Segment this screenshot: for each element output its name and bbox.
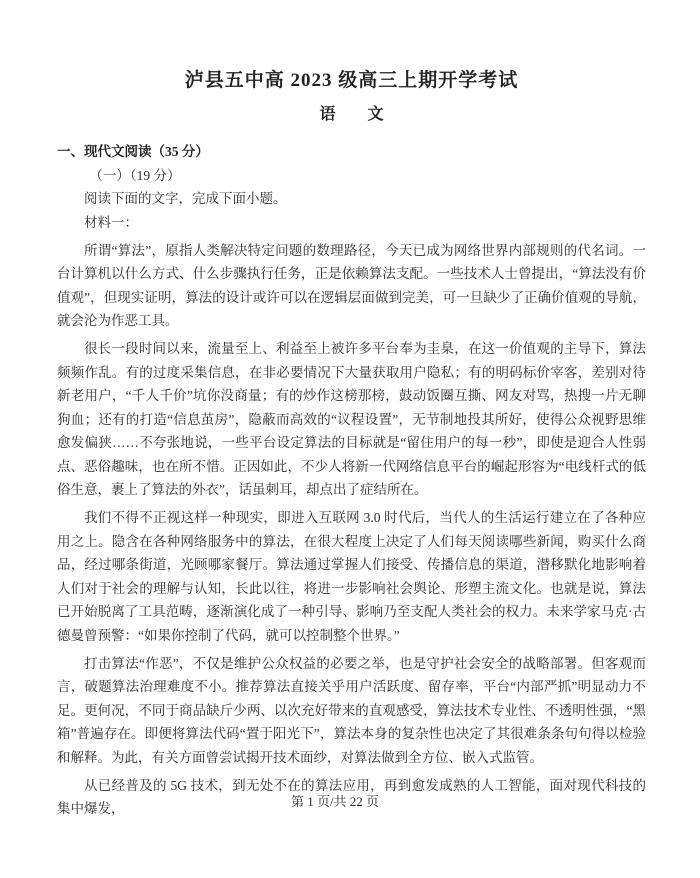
section-heading-modern-reading: 一、现代文阅读（35 分） <box>57 144 209 159</box>
body-paragraph-4: 打击算法“作恶”，不仅是维护公众权益的必要之举，也是守护社会安全的战略部署。但客观而言，破题算法治理难度不小。推荐算法直接关乎用户活跃度、留存率，平台“内部严抓”明显动力不足。更何况，不同于商品缺斤少两、以次充好带来的直观感受，算法技术专业性、不透明性强，“黑箱”普遍存在。即便将算法代码“置于阳光下”，算法本身的复杂性也决定了其很难条条句句得以检验和解释。为此，有关方面曾尝试揭开技术面纱，对算法做到全方位、嵌入式监管。 <box>57 655 646 765</box>
body-paragraph-1: 所谓“算法”，原指人类解决特定问题的数理路径，今天已成为网络世界内部规则的代名词。一台计算机以什么方式、什么步骤执行任务，正是依赖算法支配。一些技术人士曾提出，“算法没有价值观”，但现实证明，算法的设计或许可以在逻辑层面做到完美，可一旦缺少了正确价值观的导航，就会沦为作恶工具。 <box>57 242 646 328</box>
subsection-heading: （一）（19 分） <box>89 167 181 183</box>
page-number-footer: 第 1 页/共 22 页 <box>290 794 380 809</box>
subject-title: 语 文 <box>319 106 384 123</box>
body-paragraph-3: 我们不得不正视这样一种现实，即进入互联网 3.0 时代后，当代人的生活运行建立在了各种应用之上。隐含在各种网络服务中的算法，在很大程度上决定了人们每天阅读哪些新闻，购买什么商品，经过哪条街道，光顾哪家餐厅。算法通过掌握人们接受、传播信息的渠道，潜移默化地影响着人们对于社会的理解与认知，长此以往，将进一步影响社会舆论、形塑主流文化。也就是说，算法已开始脱离了工具范畴，逐渐演化成了一种引导、影响乃至支配人类社会的权力。未来学家马克·古德曼曾预警：“如果你控制了代码，就可以控制整个世界。” <box>57 510 646 643</box>
body-paragraph-2: 很长一段时间以来，流量至上、利益至上被许多平台奉为圭臬，在这一价值观的主导下，算法频频作乱。有的过度采集信息，在非必要情况下大量获取用户隐私；有的明码标价宰客，差别对待新老用户，“千人千价”坑你没商量；有的炒作这榜那榜，鼓动饭圈互撕、网友对骂，热搜一片无聊狗血；还有的打造“信息茧房”，隐蔽而高效的“议程设置”，无节制地投其所好，使得公众视野思维愈发偏狭……不夸张地说，一些平台设定算法的目标就是“留住用户的每一秒”，即使是迎合人性弱点、恶俗趣味，也在所不惜。正因如此，不少人将新一代网络信息平台的崛起形容为“电线杆式的低俗生意，裹上了算法的外衣”，话虽刺耳，却点出了症结所在。 <box>57 341 646 497</box>
reading-instruction: 阅读下面的文字，完成下面小题。 <box>84 191 287 206</box>
material-one-label: 材料一： <box>84 214 138 230</box>
body-paragraph-5: 从已经普及的 5G 技术，到无处不在的算法应用，再到愈发成熟的人工智能，面对现代科技的集中爆发， <box>57 777 646 816</box>
exam-title: 泸县五中高 2023 级高三上期开学考试 <box>184 70 519 91</box>
